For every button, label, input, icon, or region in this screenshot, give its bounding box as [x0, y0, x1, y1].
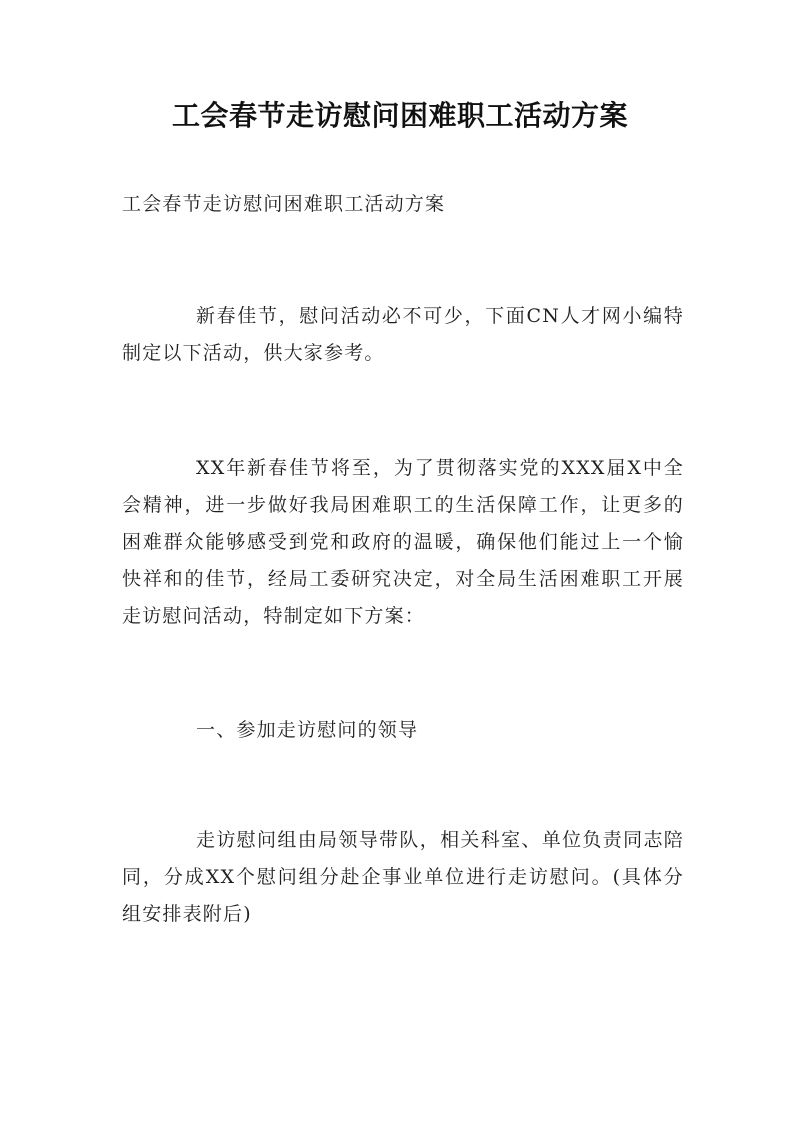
- paragraph-intro: 新春佳节，慰问活动必不可少，下面CN人才网小编特制定以下活动，供大家参考。: [122, 305, 684, 364]
- document-subtitle: 工会春节走访慰问困难职工活动方案: [122, 193, 446, 215]
- paragraph-visit-groups: 走访慰问组由局领导带队，相关科室、单位负责同志陪同，分成XX个慰问组分赴企事业单位进行走访慰问。(具体分组安排表附后): [122, 829, 684, 925]
- paragraph-background: XX年新春佳节将至，为了贯彻落实党的XXX届X中全会精神，进一步做好我局困难职工的生活保障工作，让更多的困难群众能够感受到党和政府的温暖，确保他们能过上一个愉快祥和的佳节，经局工委研究决定，对全局生活困难职工开展走访慰问活动，特制定如下方案：: [122, 457, 684, 627]
- document-title: 工会春节走访慰问困难职工活动方案: [171, 99, 628, 132]
- section-heading-leaders: 一、参加走访慰问的领导: [196, 719, 419, 741]
